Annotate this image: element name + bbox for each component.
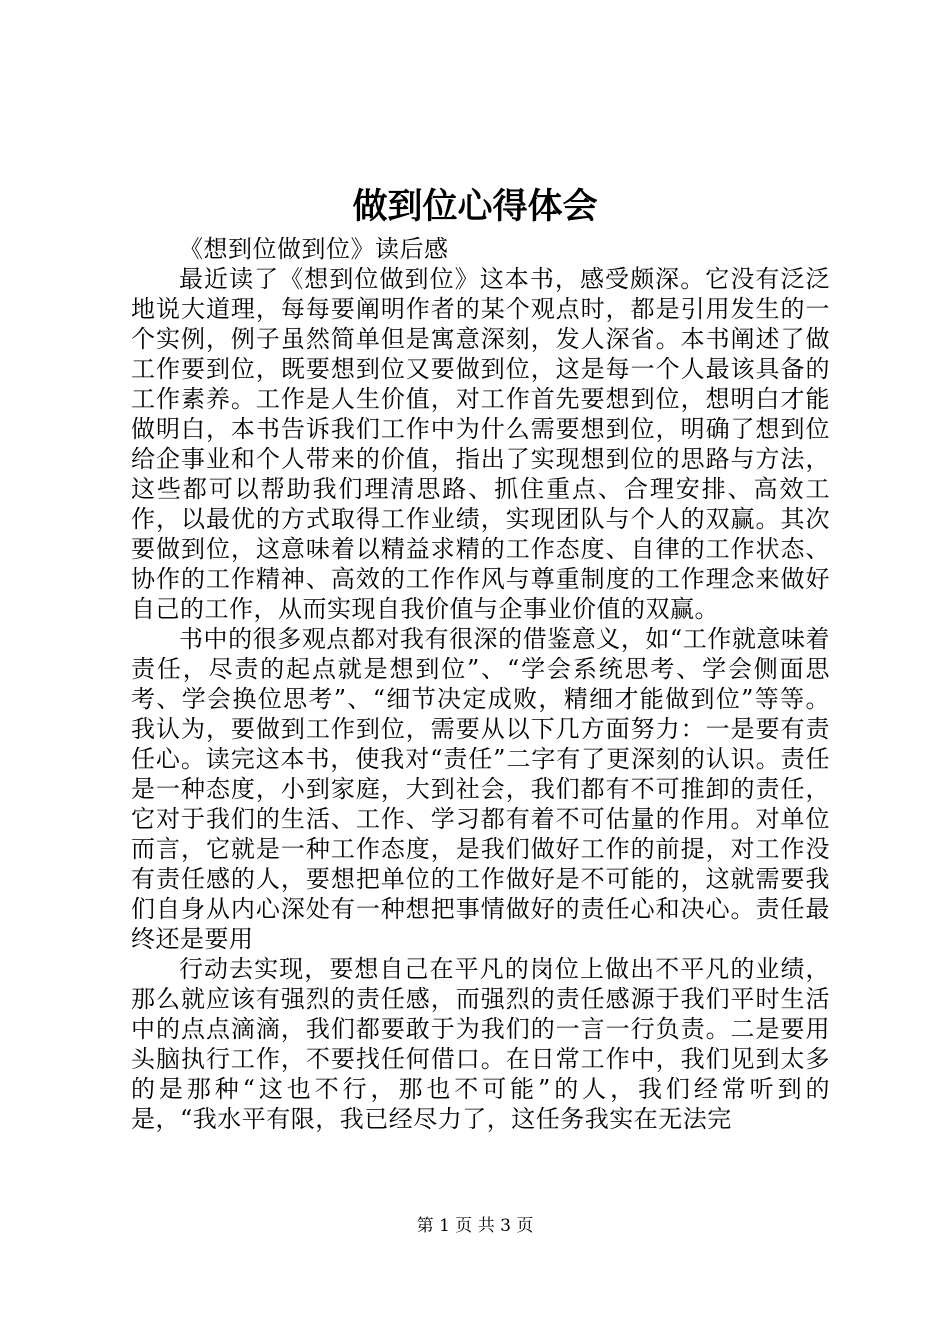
document-title: 做到位心得体会 [352, 186, 598, 227]
paragraph-subtitle: 《想到位做到位》读后感 [179, 235, 449, 263]
paragraph: 书中的很多观点都对我有很深的借鉴意义，如“工作就意味着责任，尽责的起点就是想到位”、“学会系统思考、学会侧面思考、学会换位思考”、“细节决定成败，精细才能做到位”等等。我认为，要做到工作到位，需要从以下几方面努力：一是要有责任心。读完这本书，使我对“责任”二字有了更深刻的认识。责任是一种态度，小到家庭，大到社会，我们都有不可推卸的责任，它对于我们的生活、工作、学习都有着不可估量的作用。对单位而言，它就是一种工作态度，是我们做好工作的前提，对工作没有责任感的人，要想把单位的工作做好是不可能的，这就需要我们自身从内心深处有一种想把事情做好的责任心和决心。责任最终还是要用 [131, 625, 830, 953]
document-body [131, 234, 830, 1134]
paragraph: 行动去实现，要想自己在平凡的岗位上做出不平凡的业绩，那么就应该有强烈的责任感，而强烈的责任感源于我们平时生活中的点点滴滴，我们都要敢于为我们的一言一行负责。二是要用头脑执行工作，不要找任何借口。在日常工作中，我们见到太多的是那种“这也不行，那也不可能”的人，我们经常听到的是，“我水平有限，我已经尽力了，这任务我实在无法完 [131, 955, 830, 1133]
page-footer: 第 1 页 共 3 页 [416, 1216, 534, 1236]
paragraph: 最近读了《想到位做到位》这本书，感受颇深。它没有泛泛地说大道理，每每要阐明作者的某个观点时，都是引用发生的一个实例，例子虽然简单但是寓意深刻，发人深省。本书阐述了做工作要到位，既要想到位又要做到位，这是每一个人最该具备的工作素养。工作是人生价值，对工作首先要想到位，想明白才能做明白，本书告诉我们工作中为什么需要想到位，明确了想到位给企事业和个人带来的价值，指出了实现想到位的思路与方法，这些都可以帮助我们理清思路、抓住重点、合理安排、高效工作，以最优的方式取得工作业绩，实现团队与个人的双赢。其次要做到位，这意味着以精益求精的工作态度、自律的工作状态、协作的工作精神、高效的工作作风与尊重制度的工作理念来做好自己的工作，从而实现自我价值与企事业价值的双赢。 [131, 265, 830, 623]
